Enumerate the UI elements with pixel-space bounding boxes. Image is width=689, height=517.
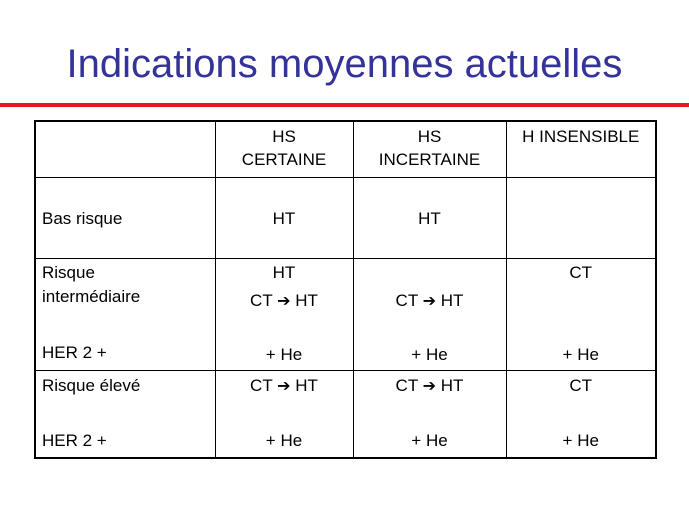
right-arrow-icon: ➔	[422, 290, 437, 310]
cell-value: HT	[418, 208, 441, 228]
right-arrow-icon: ➔	[277, 375, 291, 395]
table-row	[35, 177, 656, 258]
table-cell	[353, 370, 506, 458]
table-cell	[506, 370, 656, 458]
header-hs-incertaine	[353, 121, 506, 177]
table-row	[35, 370, 656, 458]
row-label-cell	[35, 258, 215, 370]
header-hs-incertaine-line2: INCERTAINE	[378, 150, 481, 169]
sequence-from: CT	[395, 375, 418, 395]
cell-sequence	[354, 376, 506, 396]
slide-title: Indications moyennes actuelles	[66, 42, 623, 86]
cell-sequence	[216, 376, 353, 396]
header-h-insensible-label: H INSENSIBLE	[522, 127, 640, 146]
row-sublabel: HER 2 +	[42, 342, 107, 362]
sequence-from: CT	[250, 375, 273, 395]
cell-sequence	[354, 291, 506, 311]
row-label-line1: Risque	[42, 262, 95, 282]
header-hs-certaine	[215, 121, 353, 177]
table-cell	[353, 177, 506, 258]
cell-addon: + He	[562, 430, 599, 450]
row-label: Risque élevé	[42, 375, 141, 395]
row-sublabel: HER 2 +	[42, 430, 107, 450]
cell-addon: + He	[265, 344, 303, 364]
row-label-cell	[35, 177, 215, 258]
table-cell	[506, 258, 656, 370]
row-label: Bas risque	[42, 208, 123, 228]
cell-addon: + He	[265, 430, 303, 450]
table-cell	[215, 258, 353, 370]
sequence-to: HT	[295, 290, 318, 310]
table-cell	[215, 177, 353, 258]
right-arrow-icon: ➔	[277, 290, 291, 310]
header-row	[35, 121, 656, 177]
cell-value: CT	[569, 375, 593, 395]
cell-addon: + He	[411, 430, 448, 450]
cell-value: HT	[272, 208, 296, 228]
header-hs-certaine-line1: HS	[272, 127, 296, 146]
table-cell	[215, 370, 353, 458]
right-arrow-icon: ➔	[422, 375, 437, 395]
sequence-from: CT	[250, 290, 273, 310]
table-cell	[353, 258, 506, 370]
sequence-to: HT	[295, 375, 318, 395]
title-divider	[0, 103, 689, 107]
row-label-line2: intermédiaire	[42, 286, 141, 306]
header-empty-cell	[35, 121, 215, 177]
indications-table	[34, 120, 657, 459]
header-hs-incertaine-line1: HS	[417, 127, 442, 146]
cell-addon: + He	[411, 344, 448, 364]
header-h-insensible	[506, 121, 656, 177]
cell-value: HT	[272, 262, 296, 282]
cell-addon: + He	[562, 344, 599, 364]
cell-sequence	[216, 291, 353, 311]
cell-value: CT	[569, 262, 593, 282]
sequence-to: HT	[440, 290, 464, 310]
header-hs-certaine-line2: CERTAINE	[241, 150, 327, 169]
table-cell	[506, 177, 656, 258]
table-row	[35, 258, 656, 370]
row-label-cell	[35, 370, 215, 458]
sequence-to: HT	[440, 375, 464, 395]
sequence-from: CT	[395, 290, 418, 310]
